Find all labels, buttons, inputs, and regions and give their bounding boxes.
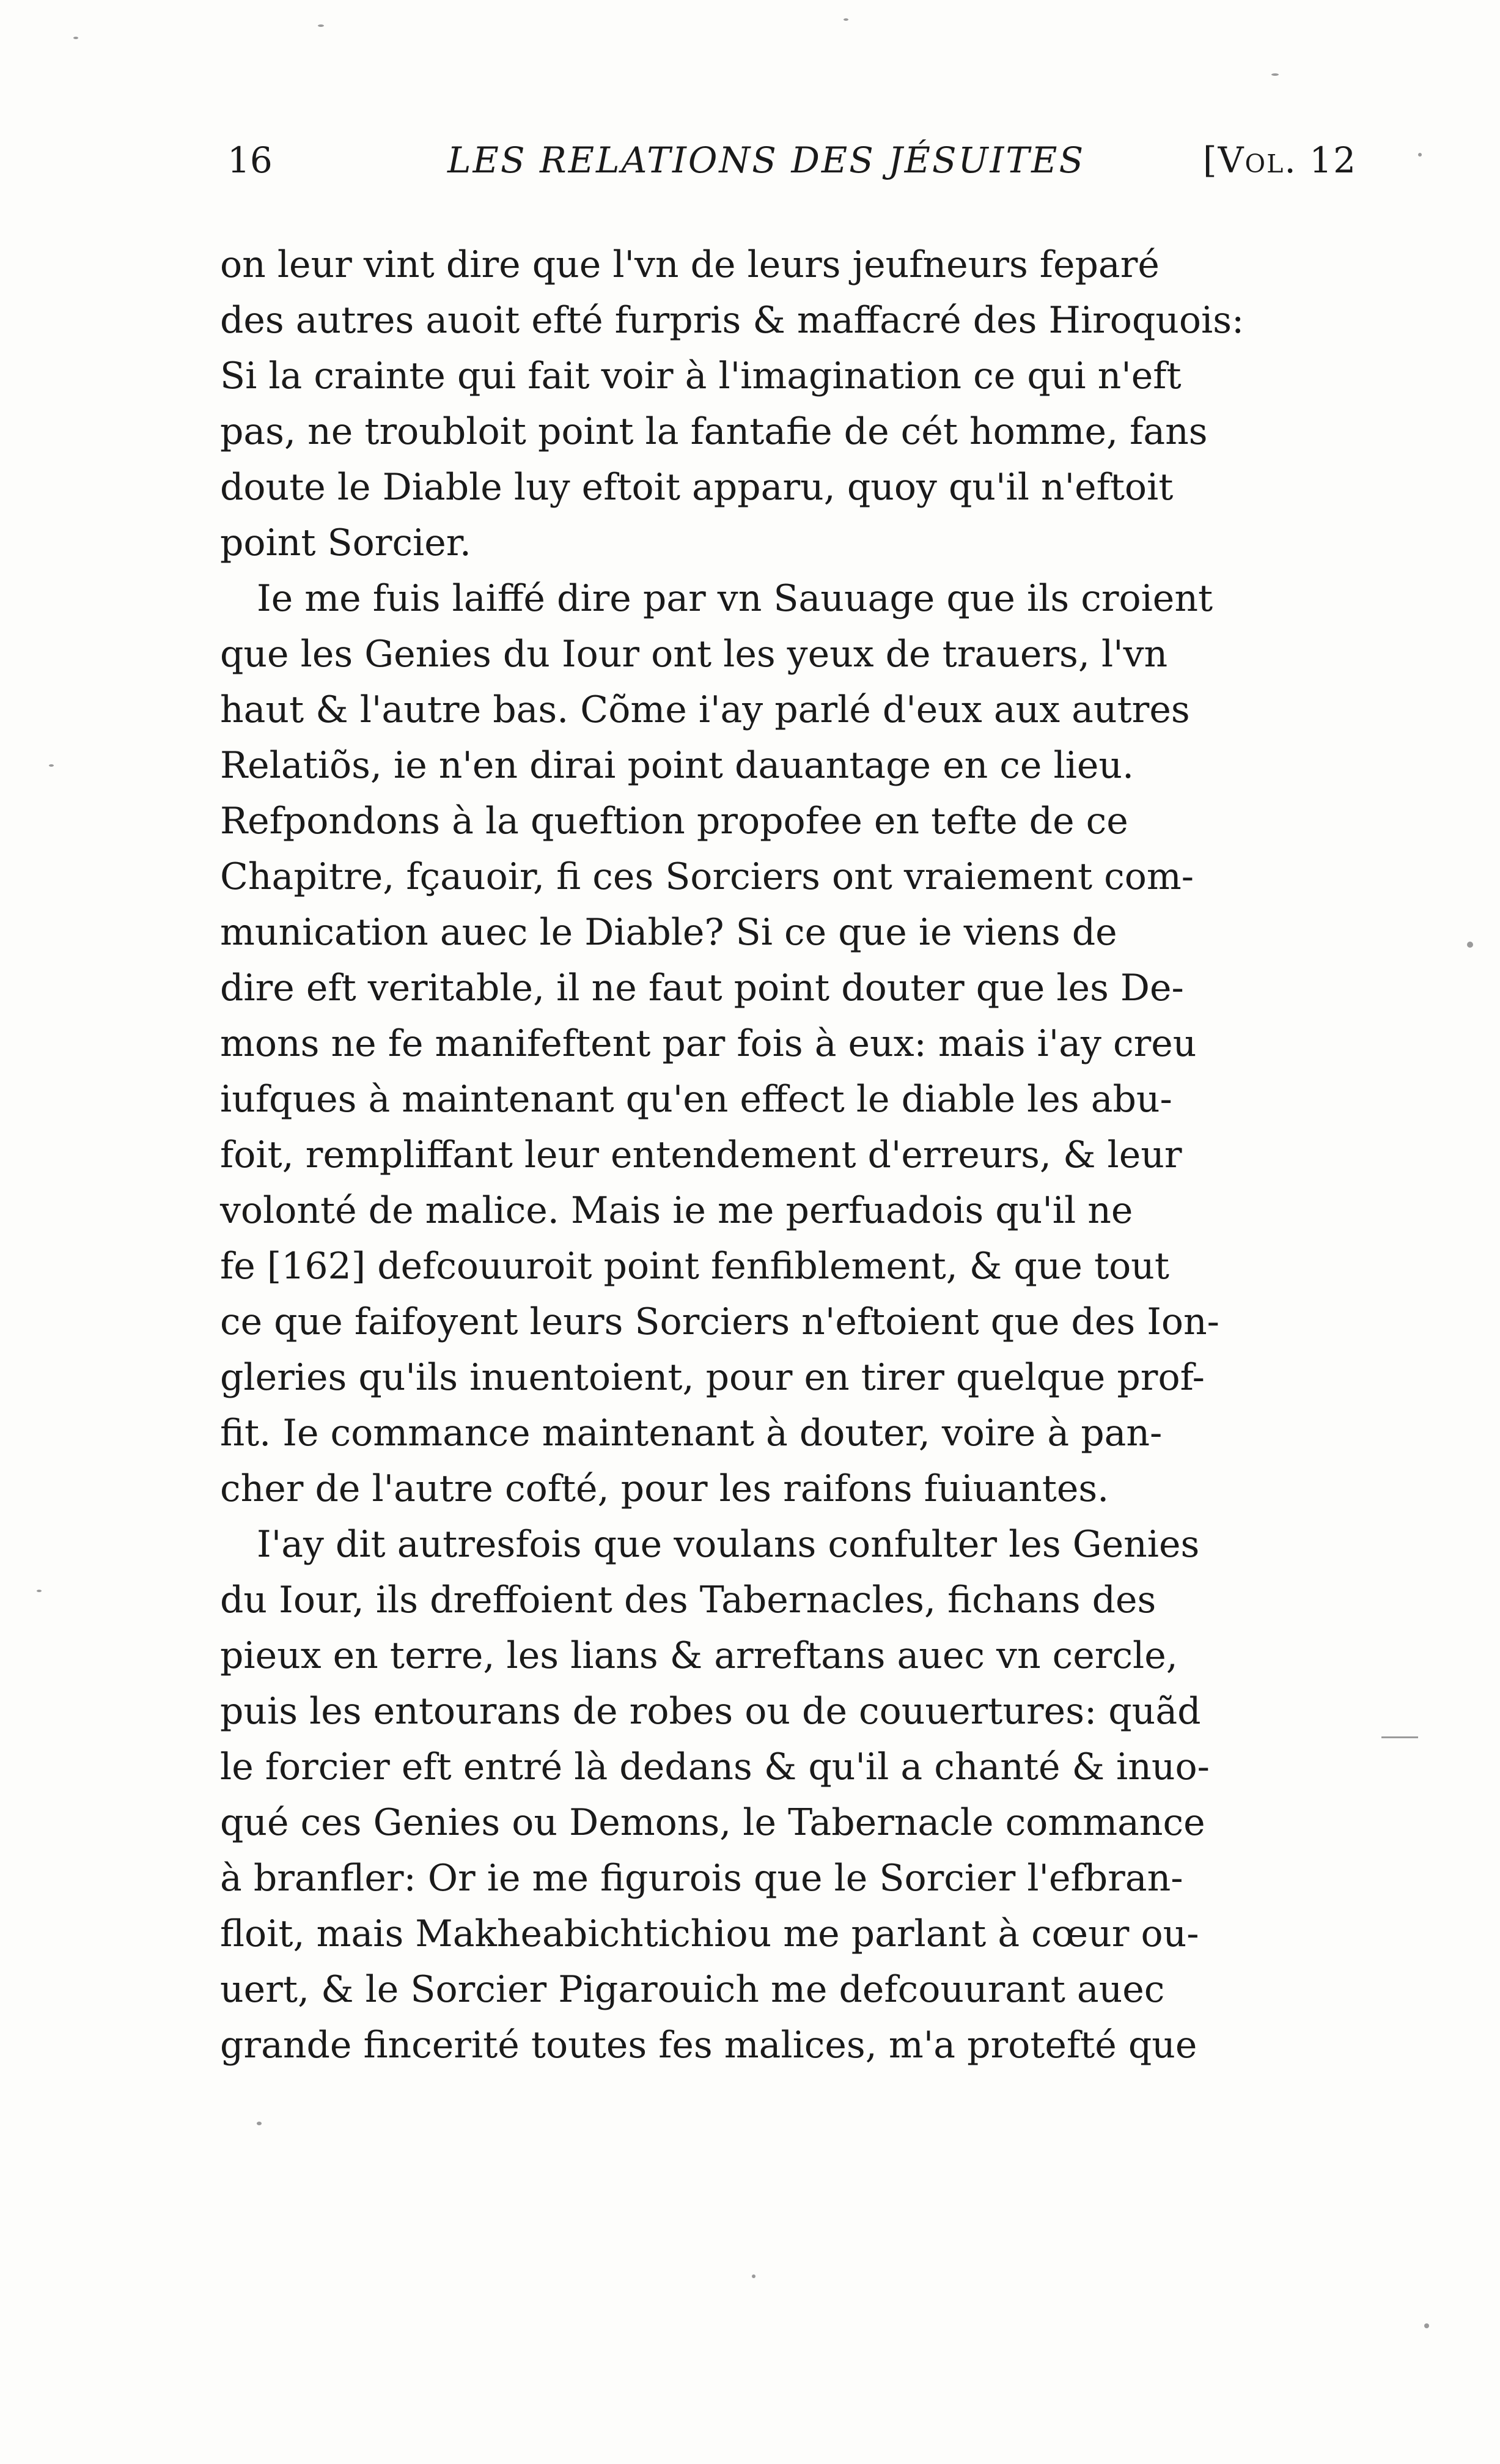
scan-speck	[1418, 153, 1422, 157]
text-line: cher de l'autre cofté, pour les raifons fuiuantes.	[220, 1467, 1109, 1510]
text-line: puis les entourans de robes ou de couuertures: quãd	[220, 1690, 1201, 1733]
scan-speck	[844, 18, 848, 21]
text-line: I'ay dit autresfois que voulans confulter les Genies	[257, 1523, 1200, 1566]
text-line: fe [162] defcouuroit point fenfiblement, & que tout	[220, 1245, 1169, 1288]
scan-speck	[318, 24, 324, 27]
text-line: foit, rempliffant leur entendement d'erreurs, & leur	[220, 1134, 1182, 1176]
text-line: le forcier eft entré là dedans & qu'il a chanté & inuo-	[220, 1746, 1210, 1788]
text-line: doute le Diable luy eftoit apparu, quoy qu'il n'eftoit	[220, 466, 1174, 509]
text-line: ce que faifoyent leurs Sorciers n'eftoient que des Ion-	[220, 1300, 1219, 1343]
text-line: floit, mais Makheabichtichiou me parlant à cœur ou-	[220, 1913, 1199, 1955]
scan-speck	[1271, 73, 1279, 76]
text-line: munication auec le Diable? Si ce que ie viens de	[220, 911, 1117, 954]
text-line: mons ne fe manifeftent par fois à eux: mais i'ay creu	[220, 1022, 1197, 1065]
text-line: pas, ne troubloit point la fantafie de cét homme, fans	[220, 410, 1208, 453]
text-line: grande fincerité toutes fes malices, m'a protefté que	[220, 2024, 1197, 2067]
page-number: 16	[227, 139, 273, 181]
text-line: que les Genies du Iour ont les yeux de trauers, l'vn	[220, 633, 1168, 676]
scan-speck	[752, 2274, 756, 2278]
text-line: dire eft veritable, il ne faut point douter que les De-	[220, 967, 1184, 1009]
text-line: haut & l'autre bas. Cõme i'ay parlé d'eux aux autres	[220, 688, 1190, 731]
scan-speck	[257, 2122, 262, 2125]
scan-speck	[1424, 2323, 1429, 2328]
text-line: Ie me fuis laiffé dire par vn Sauuage que ils croient	[257, 577, 1213, 620]
scan-speck	[37, 1590, 42, 1592]
text-line: Si la crainte qui fait voir à l'imagination ce qui n'eft	[220, 355, 1182, 397]
volume-label: [Vol. 12	[1202, 139, 1357, 181]
body-text	[220, 237, 1339, 2073]
scan-speck	[49, 764, 54, 767]
text-line: Relatiõs, ie n'en dirai point dauantage en ce lieu.	[220, 744, 1134, 787]
text-line: on leur vint dire que l'vn de leurs jeufneurs feparé	[220, 243, 1160, 286]
scan-speck	[73, 37, 78, 39]
text-line: qué ces Genies ou Demons, le Tabernacle commance	[220, 1801, 1205, 1844]
text-line: fit. Ie commance maintenant à douter, voire à pan-	[220, 1412, 1163, 1455]
text-line: à branfler: Or ie me figurois que le Sorcier l'efbran-	[220, 1857, 1183, 1900]
text-line: des autres auoit efté furpris & maffacré des Hiroquois:	[220, 299, 1244, 342]
text-line: Refpondons à la queftion propofee en tefte de ce	[220, 800, 1128, 843]
text-line: point Sorcier.	[220, 522, 471, 564]
text-line: pieux en terre, les lians & arreftans auec vn cercle,	[220, 1634, 1178, 1677]
text-line: iufques à maintenant qu'en effect le diable les abu-	[220, 1078, 1172, 1121]
text-line: Chapitre, fçauoir, fi ces Sorciers ont vraiement com-	[220, 855, 1194, 898]
running-title: LES RELATIONS DES JÉSUITES	[447, 139, 1086, 181]
scan-speck	[1467, 942, 1473, 948]
running-header	[227, 136, 1357, 185]
text-line: volonté de malice. Mais ie me perfuadois qu'il ne	[220, 1189, 1133, 1232]
scan-speck	[1381, 1736, 1418, 1738]
text-line: gleries qu'ils inuentoient, pour en tirer quelque prof-	[220, 1356, 1205, 1399]
text-line: du Iour, ils dreffoient des Tabernacles, fichans des	[220, 1579, 1156, 1621]
text-line: uert, & le Sorcier Pigarouich me defcouurant auec	[220, 1968, 1165, 2011]
